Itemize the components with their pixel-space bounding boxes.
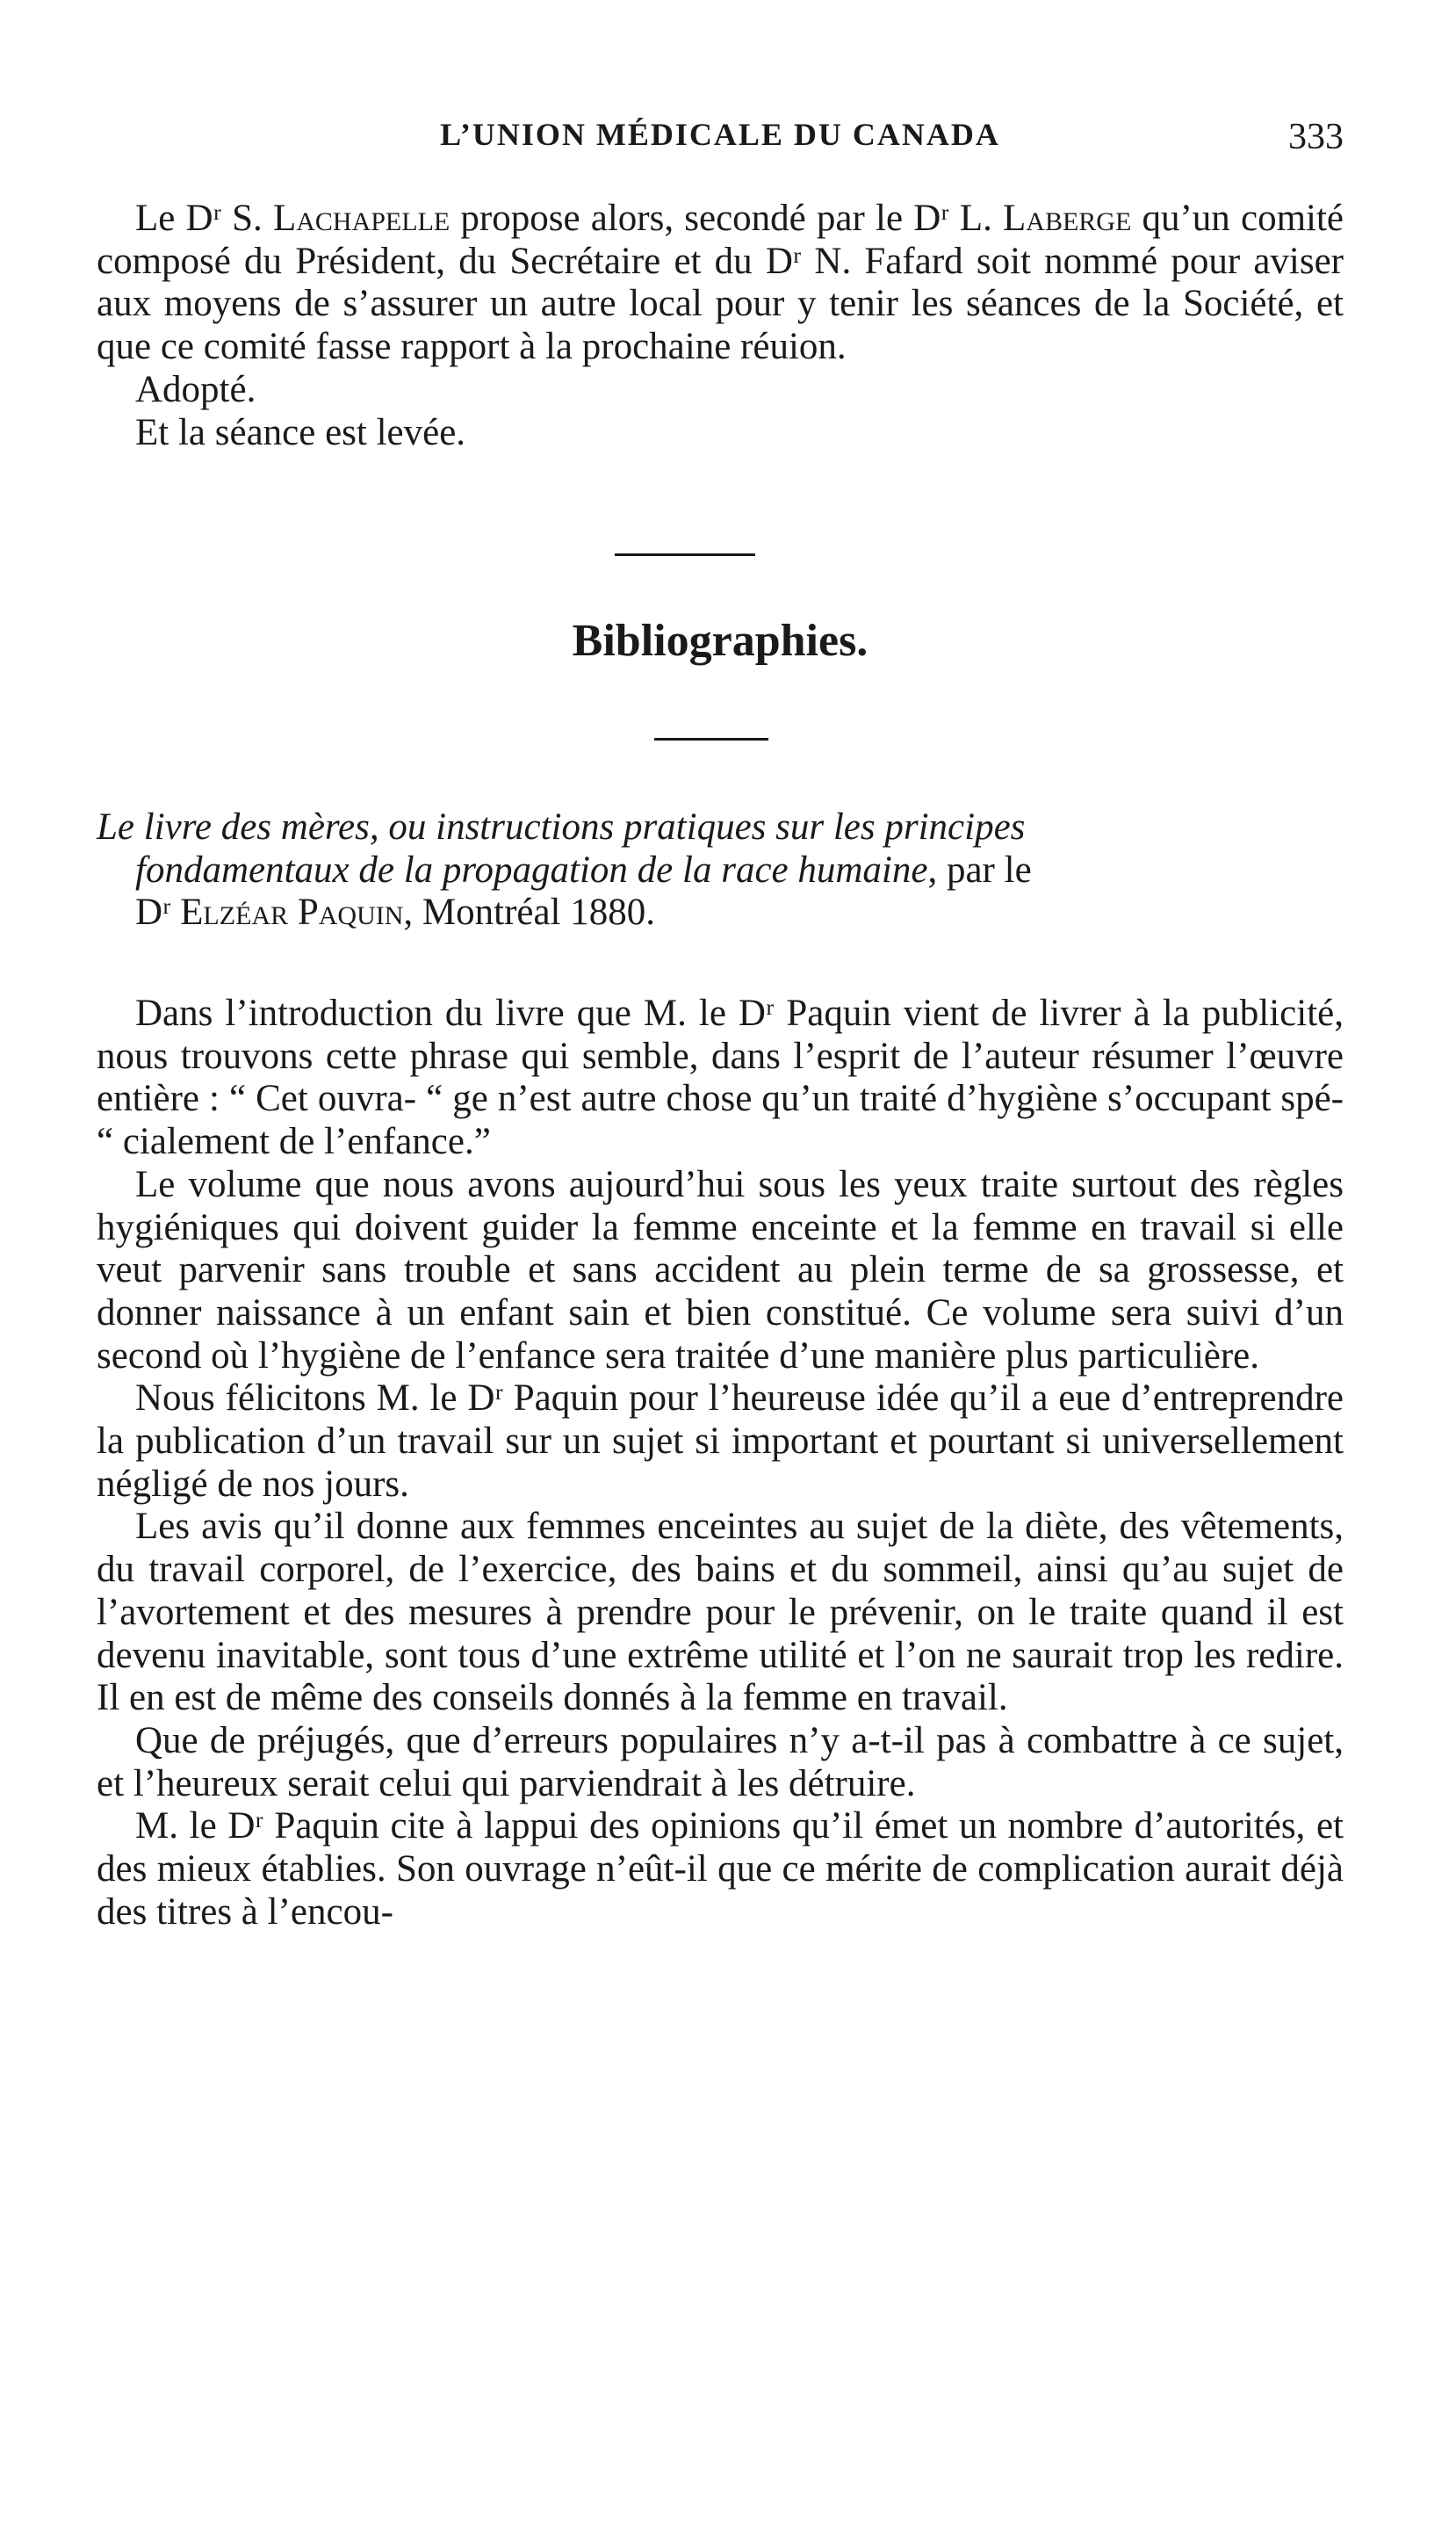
citation-author: Elzéar Paquin <box>180 892 404 934</box>
minutes-paragraph <box>97 198 1344 369</box>
minutes-text <box>97 198 1344 454</box>
minutes-closing: Et la séance est levée. <box>135 411 466 453</box>
person-name: Lachapelle <box>272 198 450 239</box>
divider-rule <box>654 738 768 741</box>
citation-author-line <box>97 892 1344 935</box>
minutes-adopted: Adopté. <box>135 368 256 410</box>
text-span: qu’un comité composé du Président, du Secrétaire et du Dʳ N. Fafard soit nommé pour aviser aux moyens de s’assurer un autre local pour y tenir les séances de la Société, et que ce comité fasse rapport à la prochaine réuion. <box>97 198 1344 368</box>
person-name: Laberge <box>1003 198 1132 239</box>
review-paragraph: Le volume que nous avons aujourd’hui sous les yeux traite surtout des règles hygiéniques qui doivent guider la femme enceinte et la femme en travail si elle veut parvenir sans trouble et sans accident au plein terme de sa grossesse, et donner naissance à un enfant sain et bien constitué. Ce volume sera suivi d’un second où l’hygiène de l’enfance sera traitée d’une manière plus particulière. <box>97 1163 1344 1377</box>
review-paragraph: Les avis qu’il donne aux femmes enceintes au sujet de la diète, des vêtements, du travail corporel, de l’exercice, des bains et du sommeil, ainsi qu’au sujet de l’avortement et des mesures à prendre pour le prévenir, on le traite quand il est devenu inavitable, sont tous d’une extrême utilité et l’on ne saurait trop les redire. Il en est de même des conseils donnés à la femme en travail. <box>97 1506 1344 1719</box>
text-span: Dʳ <box>135 892 181 934</box>
page-header <box>97 116 1344 169</box>
text-span: , par le <box>927 849 1032 891</box>
text-span: propose alors, secondé par le Dʳ L. <box>450 198 1004 239</box>
review-paragraph: Que de préjugés, que d’erreurs populaires n’y a-t-il pas à combattre à ce sujet, et l’heureux serait celui qui parviendrait à les détruire. <box>97 1719 1344 1804</box>
divider-rule <box>615 553 755 556</box>
citation-title: Le livre des mères, ou instructions pratiques sur les principes <box>97 806 1026 848</box>
review-text <box>97 993 1344 1933</box>
section-title: Bibliographies. <box>572 616 869 666</box>
text-span: Le Dʳ S. <box>135 198 273 239</box>
review-paragraph: Nous félicitons M. le Dʳ Paquin pour l’heureuse idée qu’il a eue d’entreprendre la publication d’un travail sur un sujet si important et pourtant si universellement négligé de nos jours. <box>97 1377 1344 1505</box>
review-paragraph: M. le Dʳ Paquin cite à lappui des opinions qu’il émet un nombre d’autorités, et des mieux établies. Son ouvrage n’eût-il que ce mérite de complication aurait déjà des titres à l’encou- <box>97 1805 1344 1933</box>
citation-title-line <box>97 806 1344 849</box>
text-span: , Montréal 1880. <box>403 892 656 934</box>
running-head: L’UNION MÉDICALE DU CANADA <box>440 117 1000 152</box>
bibliographic-citation <box>97 806 1344 935</box>
page-number: 333 <box>1288 117 1344 157</box>
review-paragraph: Dans l’introduction du livre que M. le Dʳ Paquin vient de livrer à la publicité, nous trouvons cette phrase qui semble, dans l’esprit de l’auteur résumer l’œuvre entière : “ Cet ouvra- “ ge n’est autre chose qu’un traité d’hygiène s’occupant spé- “ cialement de l’enfance.” <box>97 993 1344 1163</box>
citation-title-line <box>97 849 1344 893</box>
citation-title: fondamentaux de la propagation de la race humaine <box>135 849 928 891</box>
